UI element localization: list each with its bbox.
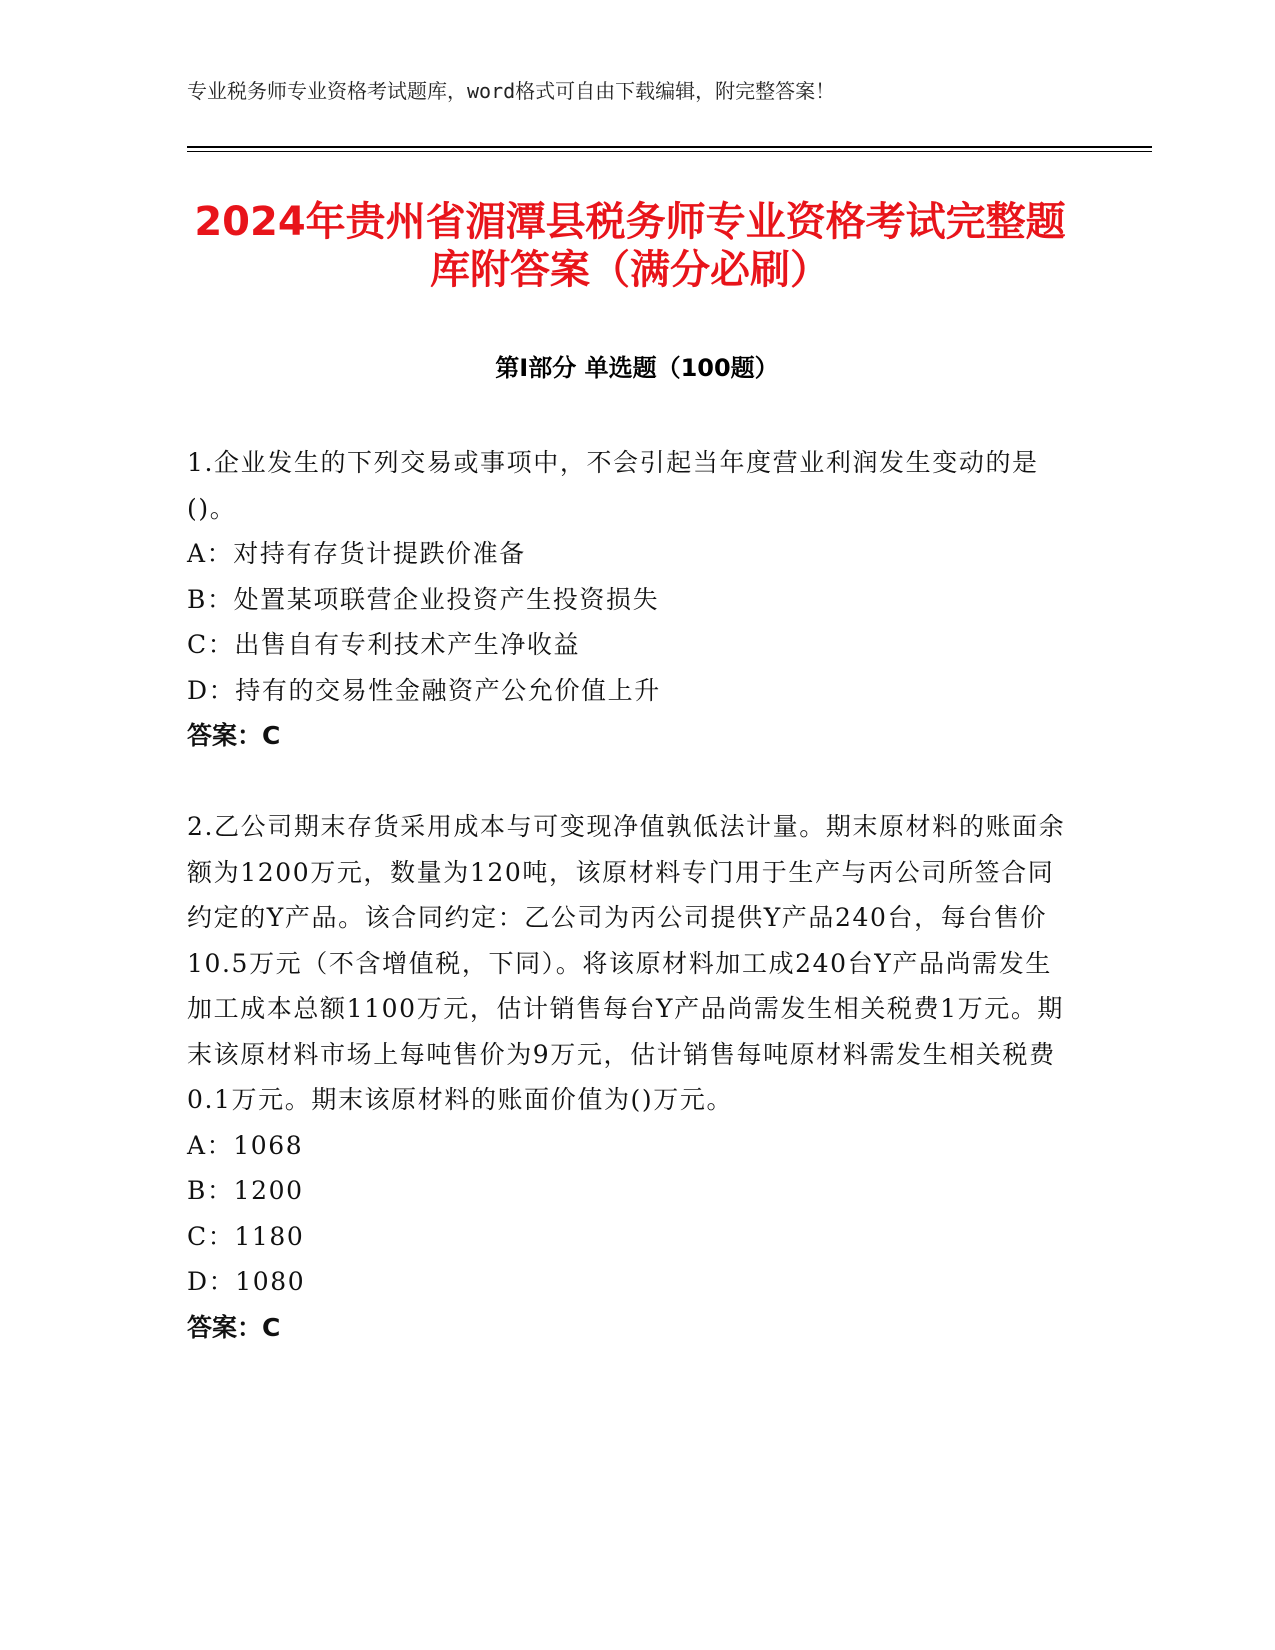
option-d: D：1080 xyxy=(187,1267,306,1296)
option-d: D：持有的交易性金融资产公允价值上升 xyxy=(187,675,661,705)
document-title: 2024年贵州省湄潭县税务师专业资格考试完整题库附答案（满分必刷） xyxy=(194,199,1066,293)
header-rule-thick xyxy=(187,146,1152,148)
option-b: B：处置某项联营企业投资产生投资损失 xyxy=(187,584,660,614)
option-c: C：出售自有专利技术产生净收益 xyxy=(187,630,581,659)
question-2 xyxy=(187,804,1067,1350)
option-a: A：对持有存货计提跌价准备 xyxy=(187,539,526,568)
answer-line: 答案：C xyxy=(187,721,281,750)
header-rule-thin xyxy=(187,151,1152,152)
question-stem: 2.乙公司期末存货采用成本与可变现净值孰低法计量。期末原材料的账面余额为1200万元，数量为120吨，该原材料专门用于生产与丙公司所签合同约定的Y产品。该合同约定：乙公司为丙公司提供Y产品240台，每台售价10.5万元（不含增值税，下同）。将该原材料加工成240台Y产品尚需发生加工成本总额1100万元，估计销售每台Y产品尚需发生相关税费1万元。期末该原材料市场上每吨售价为9万元，估计销售每吨原材料需发生相关税费0.1万元。期末该原材料的账面价值为()万元。 xyxy=(187,812,1066,1114)
option-a: A：1068 xyxy=(187,1130,304,1160)
question-stem: 1.企业发生的下列交易或事项中，不会引起当年度营业利润发生变动的是()。 xyxy=(187,448,1039,523)
option-c: C：1180 xyxy=(187,1221,305,1251)
question-1 xyxy=(187,440,1067,759)
answer-line: 答案：C xyxy=(187,1312,281,1342)
header-banner: 专业税务师专业资格考试题库，word格式可自由下载编辑，附完整答案！ xyxy=(187,79,836,103)
section-heading: 第Ⅰ部分 单选题（100题） xyxy=(495,354,779,382)
option-b: B：1200 xyxy=(187,1176,304,1205)
